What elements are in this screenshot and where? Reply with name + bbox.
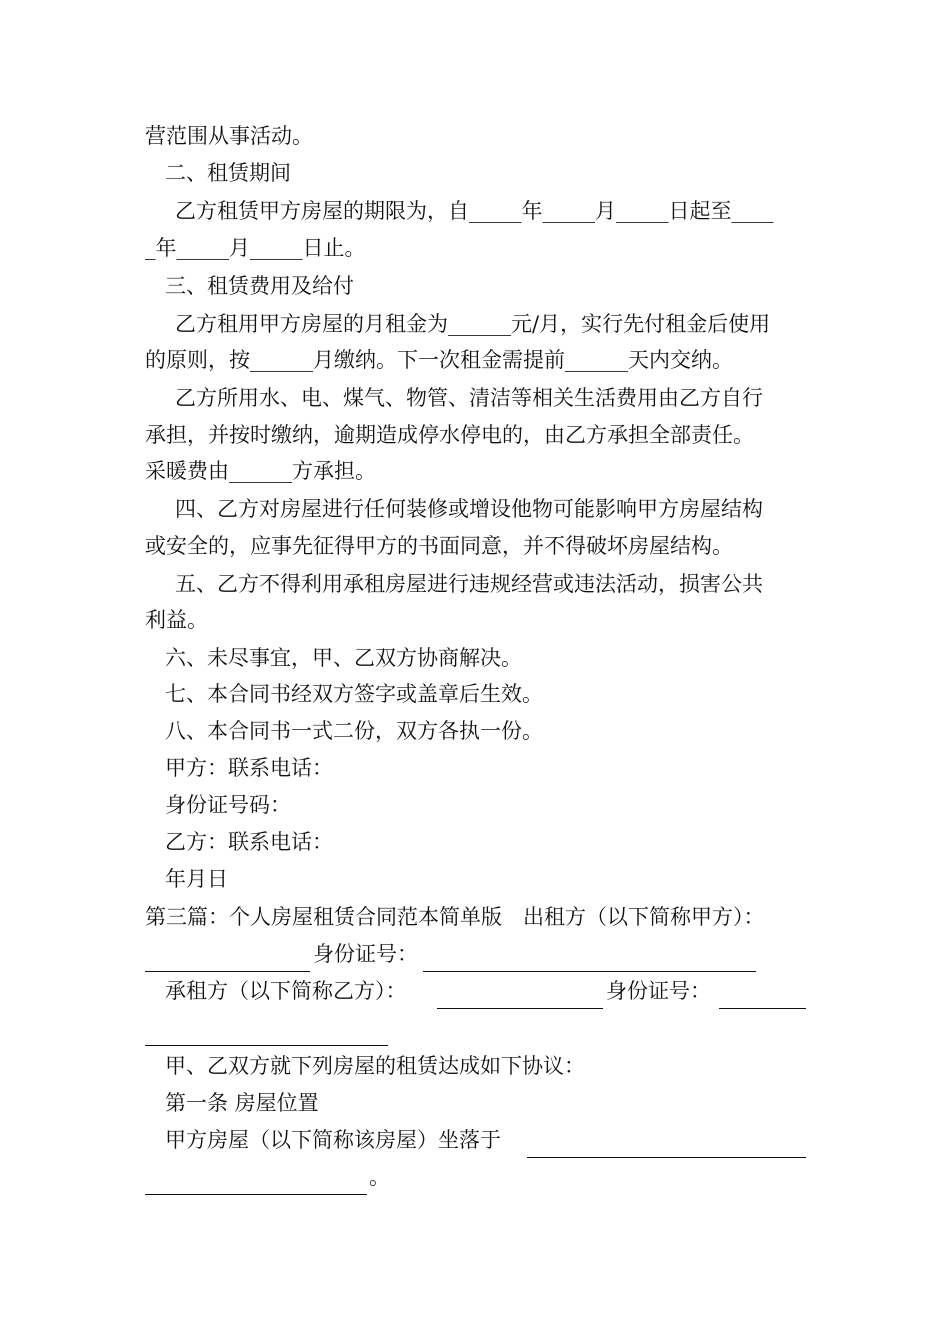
blank-underline	[145, 1010, 388, 1046]
paragraph-line	[0, 453, 950, 489]
paragraph-line	[0, 342, 950, 378]
form-line-lessee	[0, 973, 950, 1009]
text-line: 乙方租赁甲方房屋的期限为，自_____年_____月_____日起至____	[175, 199, 774, 223]
text-line: 甲方房屋（以下简称该房屋）坐落于	[165, 1128, 501, 1152]
text-line: 乙方：联系电话：	[165, 830, 333, 854]
text-line: 四、乙方对房屋进行任何装修或增设他物可能影响甲方房屋结构	[175, 497, 763, 521]
text-line: 第一条 房屋位置	[165, 1091, 319, 1115]
text-line: 五、乙方不得利用承租房屋进行违规经营或违法活动，损害公共	[175, 572, 763, 596]
text-line: 。	[369, 1165, 390, 1189]
blank-underline	[719, 973, 806, 1009]
paragraph-line	[0, 306, 950, 342]
text-line: 营范围从事活动。	[145, 124, 313, 148]
form-line-lessee-continuation	[0, 1010, 950, 1046]
signature-line	[0, 750, 950, 786]
text-line: 乙方租用甲方房屋的月租金为______元/月，实行先付租金后使用	[175, 312, 771, 336]
blank-underline	[527, 1122, 806, 1158]
text-line: 六、未尽事宜，甲、乙双方协商解决。	[165, 646, 522, 670]
form-line-property-location	[0, 1122, 950, 1158]
text-line: 身份证号码：	[165, 793, 291, 817]
text-line: 三、租赁费用及给付	[165, 274, 354, 298]
paragraph-line	[0, 676, 950, 712]
text-line: 承担，并按时缴纳，逾期造成停水停电的，由乙方承担全部责任。	[145, 423, 754, 447]
paragraph-line	[0, 1048, 950, 1084]
text-line: 第三篇：个人房屋租赁合同范本简单版 出租方（以下简称甲方）：	[145, 905, 765, 929]
paragraph-line	[0, 528, 950, 564]
paragraph-line	[0, 118, 950, 154]
form-line-property-location-continuation	[0, 1159, 950, 1195]
signature-line	[0, 787, 950, 823]
paragraph-line	[0, 417, 950, 453]
text-line: 甲方：联系电话：	[165, 756, 333, 780]
text-line: 七、本合同书经双方签字或盖章后生效。	[165, 682, 543, 706]
paragraph-line	[0, 602, 950, 638]
paragraph-line	[0, 566, 950, 602]
text-line: _年_____月_____日止。	[145, 236, 366, 260]
text-line: 身份证号：	[606, 979, 711, 1003]
text-line: 二、租赁期间	[165, 161, 291, 185]
paragraph-line	[0, 380, 950, 416]
document-section-title	[0, 899, 950, 935]
blank-underline	[437, 973, 603, 1009]
blank-underline	[145, 936, 310, 972]
form-line-lessor-id	[0, 936, 950, 972]
paragraph-line	[0, 713, 950, 749]
text-line: 或安全的，应事先征得甲方的书面同意，并不得破坏房屋结构。	[145, 534, 733, 558]
section-heading-rental-period	[0, 155, 950, 191]
article-heading	[0, 1085, 950, 1121]
text-line: 采暖费由______方承担。	[145, 459, 376, 483]
text-line: 承租方（以下简称乙方）：	[165, 979, 407, 1003]
text-line: 利益。	[145, 608, 208, 632]
paragraph-line	[0, 491, 950, 527]
paragraph-line	[0, 230, 950, 266]
blank-underline	[423, 936, 756, 972]
text-line: 八、本合同书一式二份，双方各执一份。	[165, 719, 543, 743]
paragraph-line	[0, 193, 950, 229]
section-heading-rent-payment	[0, 268, 950, 304]
signature-line	[0, 824, 950, 860]
text-line: 甲、乙双方就下列房屋的租赁达成如下协议：	[165, 1054, 585, 1078]
text-line: 身份证号：	[313, 942, 418, 966]
date-line	[0, 861, 950, 897]
text-line: 年月日	[165, 867, 228, 891]
paragraph-line	[0, 640, 950, 676]
blank-underline	[145, 1159, 367, 1195]
text-line: 的原则，按______月缴纳。下一次租金需提前______天内交纳。	[145, 348, 733, 372]
text-line: 乙方所用水、电、煤气、物管、清洁等相关生活费用由乙方自行	[175, 386, 763, 410]
